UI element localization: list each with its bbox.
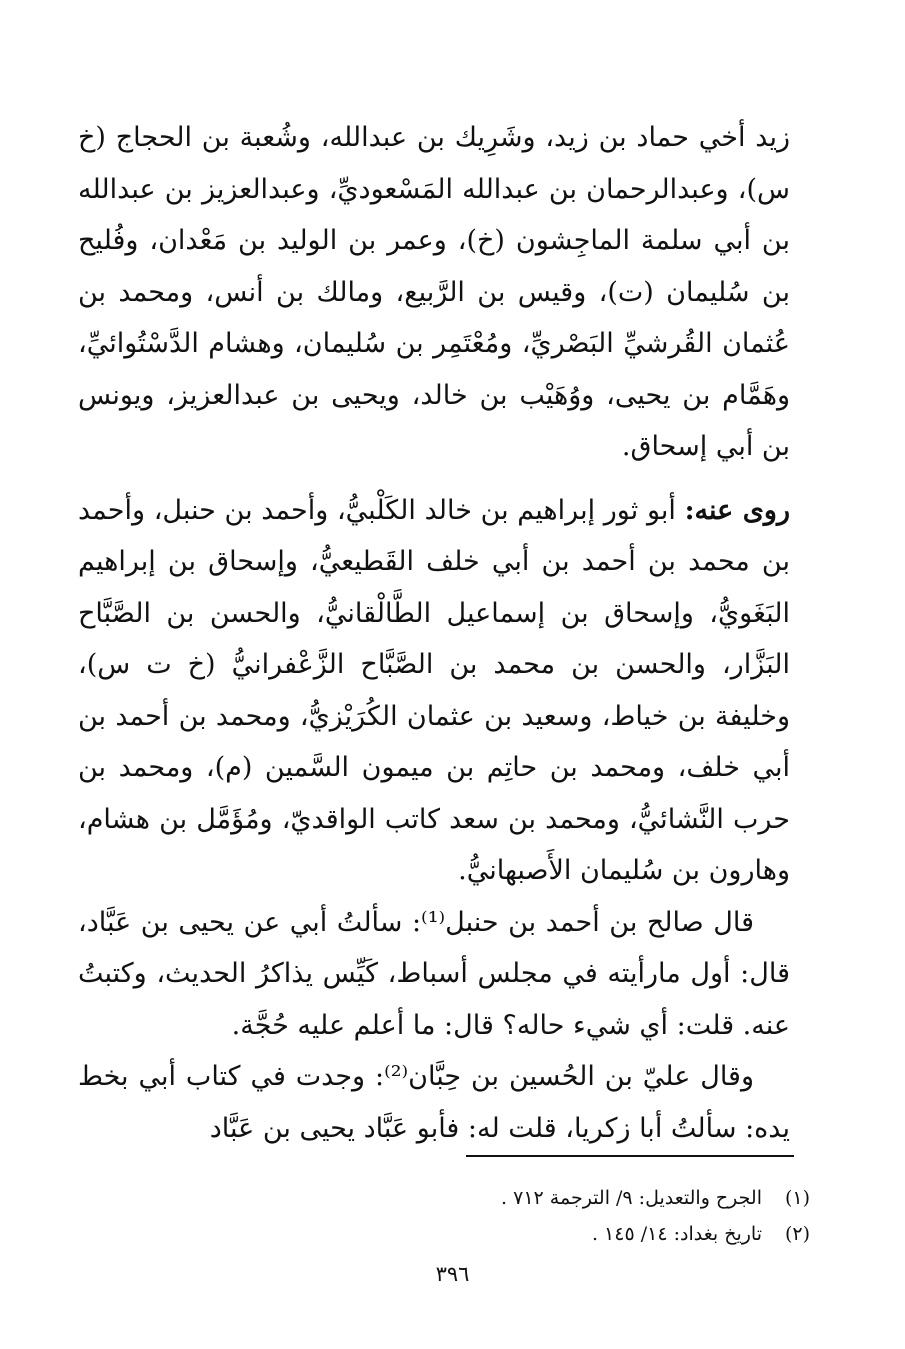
footnote-text: الجرح والتعديل: ٩/ الترجمة ٧١٢ . — [501, 1187, 762, 1209]
salih-quote-paragraph: قال صالح بن أحمد بن حنبل⁽¹⁾: سألتُ أبي عن يحيى بن عَبَّاد، قال: أول مارأيته في مجلس أسباط، كَيِّس يذاكرُ الحديث، وكتبتُ عنه. قلت: أي شيء حاله؟ قال: ما أعلم عليه حُجَّة. — [78, 906, 790, 1041]
section-lead: روى عنه: — [684, 494, 790, 526]
narrated-from-him-paragraph — [78, 485, 790, 897]
footnote-item — [380, 1180, 810, 1216]
footnote-divider — [466, 1155, 794, 1157]
page-number: ٣٩٦ — [435, 1262, 470, 1286]
footnote-item — [380, 1216, 810, 1252]
footnote-number: (١) — [784, 1187, 810, 1209]
ali-quote-paragraph: وقال عليّ بن الحُسين بن حِبَّان⁽²⁾: وجدت في كتاب أبي بخط يده: سألتُ أبا زكريا، قلت له: فأبو عَبَّاد يحيى بن عَبَّاد — [78, 1061, 790, 1144]
footnote-number: (٢) — [784, 1223, 810, 1245]
narrators-paragraph: زيد أخي حماد بن زيد، وشَرِيك بن عبدالله، وشُعبة بن الحجاج (خ س)، وعبدالرحمان بن عبدالله المَسْعوديِّ، وعبدالعزيز بن عبدالله بن أبي سلمة الماجِشون (خ)، وعمر بن الوليد بن مَعْدان، وفُليح بن سُليمان (ت)، وقيس بن الرَّبيع، ومالك بن أنس، ومحمد بن عُثمان القُرشيِّ البَصْريِّ، ومُعْتَمِر بن سُليمان، وهشام الدَّسْتُوائيِّ، وهَمَّام بن يحيى، ووُهَيْب بن خالد، ويحيى بن عبدالعزيز، ويونس بن أبي إسحاق. — [78, 122, 790, 462]
main-text — [78, 112, 790, 1154]
section-text: أبو ثور إبراهيم بن خالد الكَلْبيُّ، وأحمد بن حنبل، وأحمد بن محمد بن أحمد بن أبي خلف القَطيعيُّ، وإسحاق بن إبراهيم البَغَويُّ، وإسحاق بن إسماعيل الطَّالْقانيُّ، والحسن بن الصَّبَّاح البَزَّار، والحسن بن محمد بن الصَّبَّاح الزَّعْفرانيُّ (خ ت س)، وخليفة بن خياط، وسعيد بن عثمان الكُرَيْزيُّ، ومحمد بن أحمد بن أبي خلف، ومحمد بن حاتِم بن ميمون السَّمين (م)، ومحمد بن حرب النَّشائيُّ، ومحمد بن سعد كاتب الواقديّ، ومُؤَمَّل بن هشام، وهارون بن سُليمان الأَصبهانيُّ. — [78, 494, 790, 886]
footnotes — [380, 1180, 810, 1252]
footnote-text: تاريخ بغداد: ١٤/ ١٤٥ . — [591, 1223, 762, 1245]
